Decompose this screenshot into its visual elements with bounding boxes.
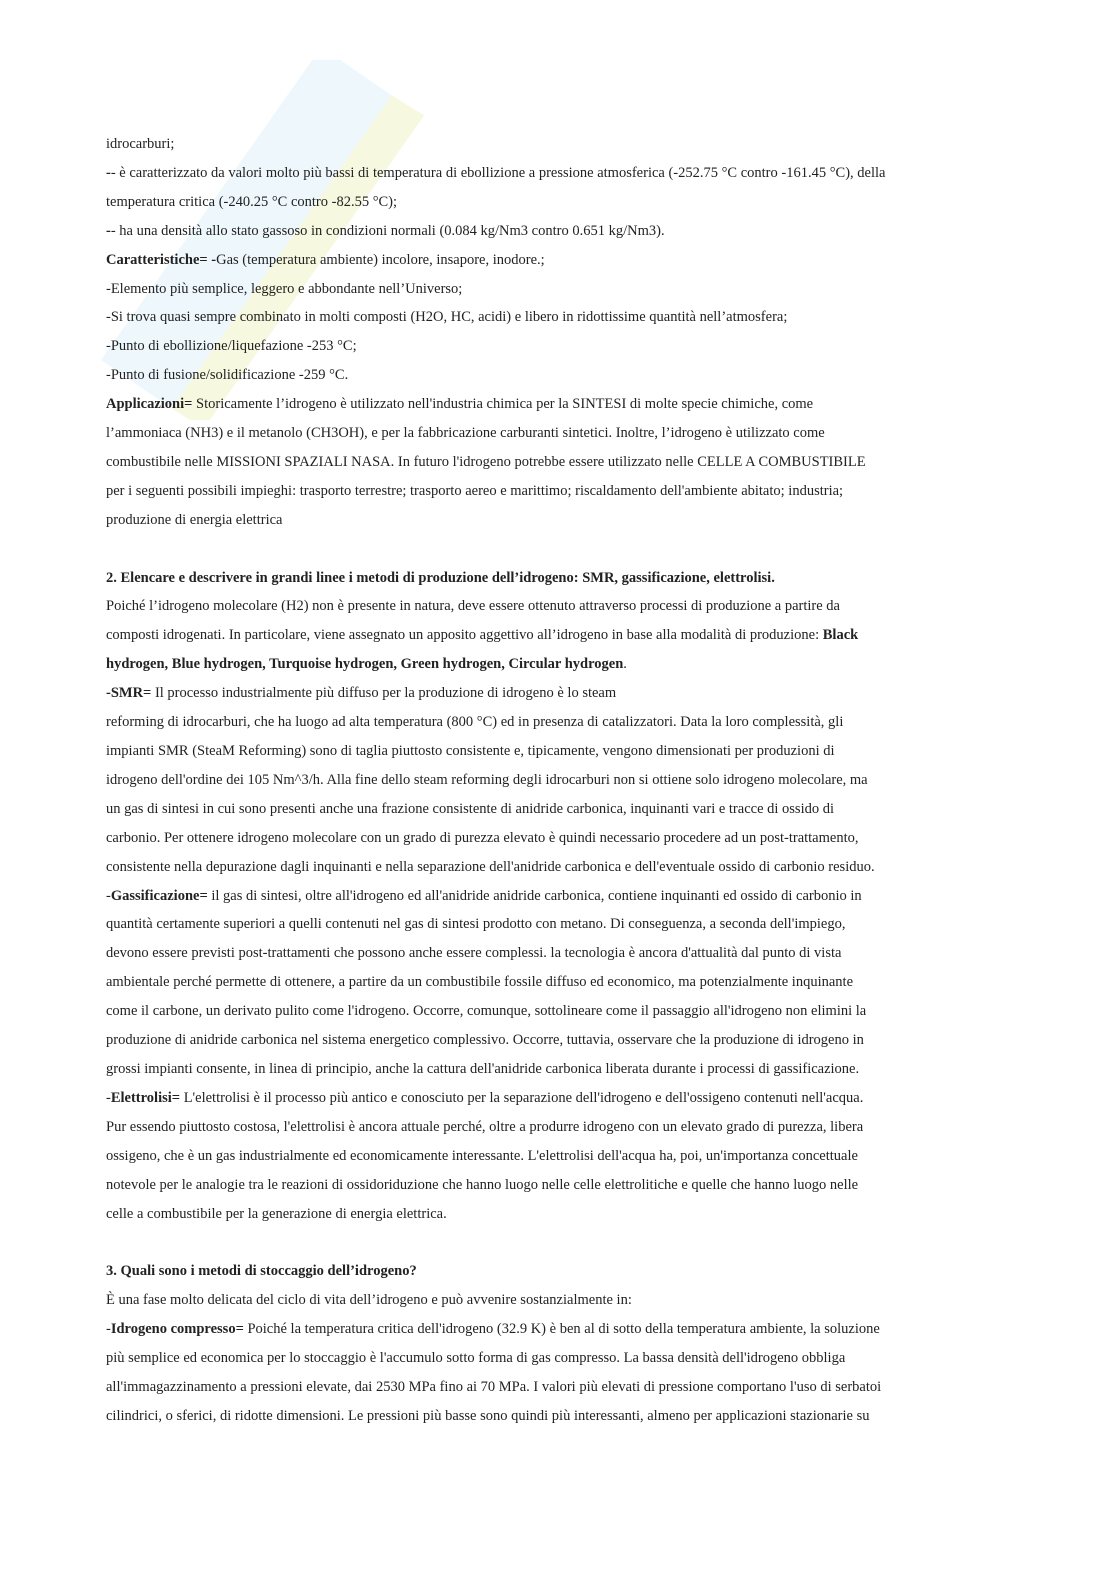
text-line: come il carbone, un derivato pulito come l'idrogeno. Occorre, comunque, sottolineare come il passaggio all'idrogeno non elimini la xyxy=(106,1003,867,1020)
text-line: -- è caratterizzato da valori molto più bassi di temperatura di ebollizione a pressione atmosferica (-252.75 °C contro -161.45 °C), della xyxy=(106,164,886,181)
text-line: celle a combustibile per la generazione di energia elettrica. xyxy=(106,1205,447,1222)
text-line: produzione di energia elettrica xyxy=(106,511,283,528)
text-line: quantità certamente superiori a quelli contenuti nel gas di sintesi prodotto con metano. Di conseguenza, a seconda dell'impiego, xyxy=(106,916,846,933)
text-line: più semplice ed economica per lo stoccaggio è l'accumulo sotto forma di gas compresso. La bassa densità dell'idrogeno obbliga xyxy=(106,1350,846,1367)
text-line: temperatura critica (-240.25 °C contro -82.55 °C); xyxy=(106,193,398,210)
idrogeno-compresso-line: -Idrogeno compresso= Poiché la temperatura critica dell'idrogeno (32.9 K) è ben al di sotto della temperatura ambiente, la soluzione xyxy=(106,1321,880,1338)
elettrolisi-line: -Elettrolisi= L'elettrolisi è il processo più antico e conosciuto per la separazione dell'idrogeno e dell'ossigeno contenuti nell'acqua. xyxy=(106,1089,864,1106)
text-line: idrocarburi; xyxy=(106,136,175,152)
section-heading-2: 2. Elencare e descrivere in grandi linee i metodi di produzione dell’idrogeno: SMR, gassificazione, elettrolisi. xyxy=(106,569,775,586)
text-line: ossigeno, che è un gas industrialmente ed economicamente interessante. L'elettrolisi dell'acqua ha, poi, un'importanza concettuale xyxy=(106,1147,858,1164)
text-line: combustibile nelle MISSIONI SPAZIALI NASA. In futuro l'idrogeno potrebbe essere utilizzato nelle CELLE A COMBUSTIBILE xyxy=(106,453,866,470)
text-line: hydrogen, Blue hydrogen, Turquoise hydrogen, Green hydrogen, Circular hydrogen. xyxy=(106,656,627,673)
section-heading-3: 3. Quali sono i metodi di stoccaggio dell’idrogeno? xyxy=(106,1263,417,1280)
smr-line: -SMR= Il processo industrialmente più diffuso per la produzione di idrogeno è lo steam xyxy=(106,685,617,702)
text-line: -Punto di fusione/solidificazione -259 °C. xyxy=(106,367,349,384)
text-line: cilindrici, o sferici, di ridotte dimensioni. Le pressioni più basse sono quindi più interessanti, almeno per applicazioni stazionarie su xyxy=(106,1407,870,1424)
text-line: notevole per le analogie tra le reazioni di ossidoriduzione che hanno luogo nelle celle elettrolitiche e quelle che hanno luogo nelle xyxy=(106,1176,859,1193)
text-line: all'immagazzinamento a pressioni elevate, dai 2530 MPa fino ai 70 MPa. I valori più elevati di pressione comportano l'uso di serbatoi xyxy=(106,1378,882,1395)
text-line: impianti SMR (SteaM Reforming) sono di taglia piuttosto consistente e, tipicamente, vengono dimensionati per produzioni di xyxy=(106,743,835,760)
text-line: Pur essendo piuttosto costosa, l'elettrolisi è ancora attuale perché, oltre a produrre idrogeno con un elevato grado di purezza, libera xyxy=(106,1118,864,1135)
text-line: consistente nella depurazione dagli inquinanti e nella separazione dell'anidride carbonica e dell'eventuale ossido di carbonio residuo. xyxy=(106,858,875,875)
text-line: È una fase molto delicata del ciclo di vita dell’idrogeno e può avvenire sostanzialmente in: xyxy=(106,1292,632,1309)
text-line: un gas di sintesi in cui sono presenti anche una frazione consistente di anidride carbonica, inquinanti vari e tracce di ossido di xyxy=(106,800,835,817)
text-line: -Si trova quasi sempre combinato in molti composti (H2O, HC, acidi) e libero in ridottissime quantità nell’atmosfera; xyxy=(106,309,788,326)
text-line: carbonio. Per ottenere idrogeno molecolare con un grado di purezza elevato è quindi necessario procedere ad un post-trattamento, xyxy=(106,829,859,846)
text-line: grossi impianti consente, in linea di principio, anche la cattura dell'anidride carbonica liberata durante i processi di gassificazione. xyxy=(106,1060,860,1077)
text-line: -- ha una densità allo stato gassoso in condizioni normali (0.084 kg/Nm3 contro 0.651 kg/Nm3). xyxy=(106,222,665,239)
caratteristiche-line: Caratteristiche= -Gas (temperatura ambiente) incolore, insapore, inodore.; xyxy=(106,251,545,268)
document-page xyxy=(106,130,1006,1431)
text-line: per i seguenti possibili impieghi: trasporto terrestre; trasporto aereo e marittimo; riscaldamento dell'ambiente abitato; industria; xyxy=(106,482,844,499)
text-line: composti idrogenati. In particolare, viene assegnato un apposito aggettivo all’idrogeno in base alla modalità di produzione: Black xyxy=(106,627,859,644)
text-line: produzione di anidride carbonica nel sistema energetico complessivo. Occorre, tuttavia, osservare che la produzione di idrogeno in xyxy=(106,1032,864,1049)
text-line: idrogeno dell'ordine dei 105 Nm^3/h. Alla fine dello steam reforming degli idrocarburi non si ottiene solo idrogeno molecolare, ma xyxy=(106,771,868,788)
text-line: l’ammoniaca (NH3) e il metanolo (CH3OH), e per la fabbricazione carburanti sintetici. Inoltre, l’idrogeno è utilizzato come xyxy=(106,425,825,442)
text-line: reforming di idrocarburi, che ha luogo ad alta temperatura (800 °C) ed in presenza di catalizzatori. Data la loro complessità, gli xyxy=(106,714,844,731)
applicazioni-line: Applicazioni= Storicamente l’idrogeno è utilizzato nell'industria chimica per la SINTESI di molte specie chimiche, come xyxy=(106,396,814,413)
gassificazione-line: -Gassificazione= il gas di sintesi, oltre all'idrogeno ed all'anidride anidride carbonica, contiene inquinanti ed ossido di carbonio in xyxy=(106,887,862,904)
text-line: -Elemento più semplice, leggero e abbondante nell’Universo; xyxy=(106,280,463,297)
text-line: Poiché l’idrogeno molecolare (H2) non è presente in natura, deve essere ottenuto attraverso processi di produzione a partire da xyxy=(106,598,840,615)
text-line: devono essere previsti post-trattamenti che possono anche essere complessi. la tecnologia è ancora d'attualità dal punto di vista xyxy=(106,945,842,962)
text-line: ambientale perché permette di ottenere, a partire da un combustibile fossile diffuso ed economico, ma potenzialmente inquinante xyxy=(106,974,854,991)
text-line: -Punto di ebollizione/liquefazione -253 °C; xyxy=(106,338,357,355)
